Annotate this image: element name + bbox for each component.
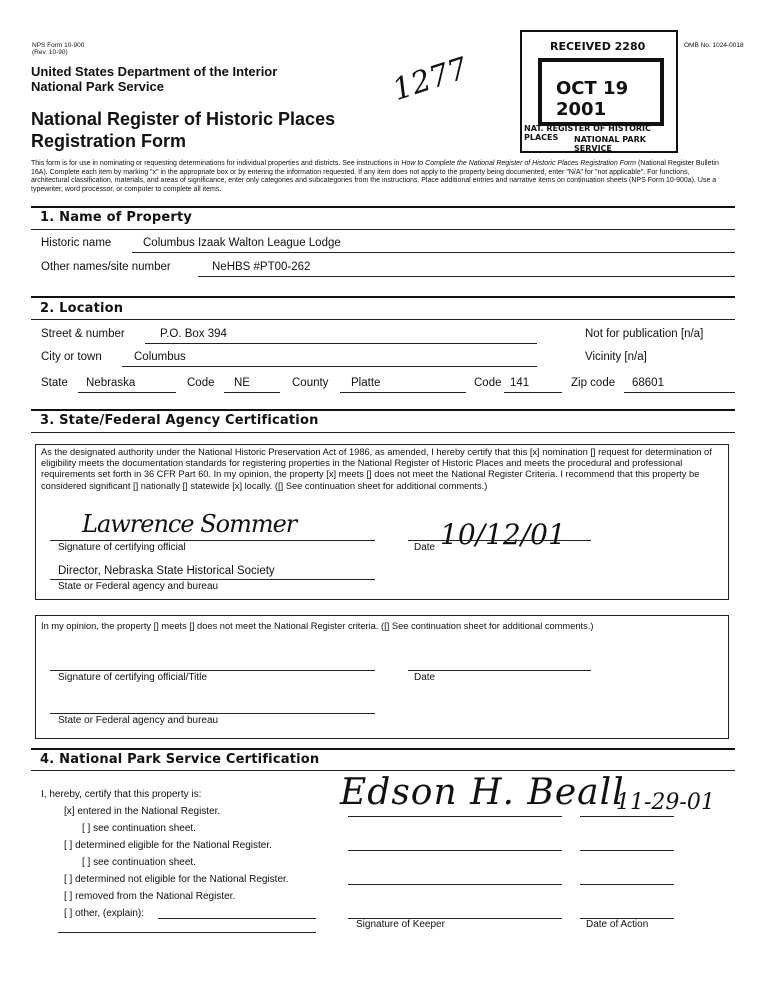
handwritten-reference-number: 1277 (388, 51, 472, 108)
section3-top-rule (31, 409, 735, 411)
section4-top-rule (31, 748, 735, 750)
state-code-line (224, 392, 280, 393)
nps-intro: I, hereby, certify that this property is: (41, 789, 202, 800)
form-title-line2: Registration Form (31, 131, 187, 151)
section3-heading: 3. State/Federal Agency Certification (40, 413, 319, 428)
opinion-signature-label: Signature of certifying official/Title (58, 672, 207, 683)
nps-item-entered-continuation[interactable]: [ ] see continuation sheet. (82, 823, 196, 834)
action-line-1 (580, 816, 674, 817)
county-code-line (504, 392, 562, 393)
form-number: NPS Form 10-900 (32, 42, 85, 49)
other-explain-line (158, 918, 316, 919)
state-line (78, 392, 176, 393)
opinion-text: In my opinion, the property [] meets [] does not meet the National Register criteria. ([] See continuation sheet for additional comments.) (41, 621, 594, 631)
street-value[interactable]: P.O. Box 394 (160, 328, 227, 340)
signature-label: Signature of certifying official (58, 542, 186, 553)
department-name: United States Department of the Interior (31, 64, 278, 79)
other-names-label: Other names/site number (41, 261, 171, 273)
zip-label: Zip code (571, 377, 616, 389)
other-names-value[interactable]: NeHBS #PT00-262 (212, 261, 311, 273)
service-name: National Park Service (31, 79, 164, 94)
form-title-line1: National Register of Historic Places (31, 109, 336, 129)
date-label: Date (414, 542, 436, 553)
state-code-label: Code (187, 377, 215, 389)
keeper-line-2 (348, 850, 562, 851)
other-names-line (198, 276, 735, 277)
date-line (408, 540, 591, 541)
certification-date-handwritten: 10/12/01 (440, 518, 566, 551)
opinion-agency-line (50, 713, 375, 714)
opinion-signature-line (50, 670, 375, 671)
county-value[interactable]: Platte (351, 377, 381, 389)
nps-item-removed[interactable]: [ ] removed from the National Register. (64, 891, 236, 902)
historic-name-value[interactable]: Columbus Izaak Walton League Lodge (143, 237, 341, 249)
section1-heading: 1. Name of Property (40, 210, 193, 225)
historic-name-label: Historic name (41, 237, 112, 249)
keeper-label: Signature of Keeper (356, 919, 445, 930)
nps-item-entered[interactable]: [x] entered in the National Register. (64, 806, 221, 817)
vicinity[interactable]: Vicinity [n/a] (585, 351, 647, 363)
city-label: City or town (41, 351, 102, 363)
instructions-text: This form is for use in nominating or requesting determinations for individual properties and districts. See instructions in How to Complete the National Register of Historic Places Registration Form (National Register Bulletin 16A). Complete each item by marking "x" in the appropriate box or by entering the information requested. If any item does not apply to the property being documented, enter "N/A" for "not applicable". For functions, architectural classification, materials, and areas of significance, enter only categories and subcategories from the instructions. Place additional entries and narrative items on continuation sheets (NPS Form 10-900a). Use a typewriter, word processor, or computer to complete all items. (31, 160, 719, 193)
opinion-agency-label: State or Federal agency and bureau (58, 715, 219, 726)
stamp-received: RECEIVED 2280 (550, 40, 646, 53)
opinion-date-line (408, 670, 591, 671)
opinion-date-label: Date (414, 672, 436, 683)
state-code-value[interactable]: NE (234, 377, 250, 389)
keeper-line-1 (348, 816, 562, 817)
agency-value[interactable]: Director, Nebraska State Historical Society (58, 565, 275, 577)
section2-heading: 2. Location (40, 301, 124, 316)
street-label: Street & number (41, 328, 125, 340)
city-value[interactable]: Columbus (134, 351, 186, 363)
section4-heading: 4. National Park Service Certification (40, 752, 320, 767)
section2-heading-rule (31, 319, 735, 320)
section1-top-rule (31, 206, 735, 208)
nps-item-determined-eligible[interactable]: [ ] determined eligible for the National Register. (64, 840, 272, 851)
certification-text: As the designated authority under the National Historic Preservation Act of 1986, as amended, I hereby certify that this [x] nomination [] request for determination of eligibility meets the documentation standards for registering properties in the National Register of Historic Places and meets the procedural and professional requirements set forth in 36 CFR Part 60. In my opinion, the property [x] meets [] does not meet the National Register Criteria. I recommend that this property be considered significant [] nationally [] statewide [x] locally. ([] See continuation sheet for additional comments.) (41, 447, 712, 491)
zip-value[interactable]: 68601 (632, 377, 664, 389)
certifying-official-signature: Lawrence Sommer (82, 510, 297, 538)
omb-number: OMB No. 1024-0018 (684, 42, 744, 49)
agency-label: State or Federal agency and bureau (58, 581, 219, 592)
county-code-label: Code (474, 377, 502, 389)
date-of-action-handwritten: 11-29-01 (616, 790, 715, 815)
section1-heading-rule (31, 229, 735, 230)
stamp-line2: NATIONAL PARK SERVICE (574, 135, 646, 153)
agency-line (50, 579, 375, 580)
city-line (122, 366, 537, 367)
nps-item-other[interactable]: [ ] other, (explain): (64, 908, 145, 919)
action-label: Date of Action (586, 919, 649, 930)
zip-line (624, 392, 735, 393)
section2-top-rule (31, 296, 735, 298)
county-code-value[interactable]: 141 (510, 377, 530, 389)
state-value[interactable]: Nebraska (86, 377, 136, 389)
county-label: County (292, 377, 329, 389)
keeper-signature: Edson H. Beall (340, 772, 625, 813)
street-line (145, 343, 537, 344)
action-line-3 (580, 884, 674, 885)
signature-line (50, 540, 375, 541)
section4-heading-rule (31, 770, 735, 771)
stamp-date: OCT 19 2001 (556, 78, 629, 120)
other-explain-line-2 (58, 932, 316, 933)
not-for-publication[interactable]: Not for publication [n/a] (585, 328, 704, 340)
stamp-line1: NAT. REGISTER OF HISTORIC PLACES (524, 124, 651, 142)
historic-name-line (132, 252, 735, 253)
nps-item-eligible-continuation[interactable]: [ ] see continuation sheet. (82, 857, 196, 868)
section3-heading-rule (31, 432, 735, 433)
nps-item-not-eligible[interactable]: [ ] determined not eligible for the National Register. (64, 874, 289, 885)
action-line-2 (580, 850, 674, 851)
keeper-line-3 (348, 884, 562, 885)
received-stamp (520, 30, 680, 155)
county-line (340, 392, 466, 393)
state-label: State (41, 377, 68, 389)
form-revision: (Rev. 10-90) (32, 49, 68, 56)
